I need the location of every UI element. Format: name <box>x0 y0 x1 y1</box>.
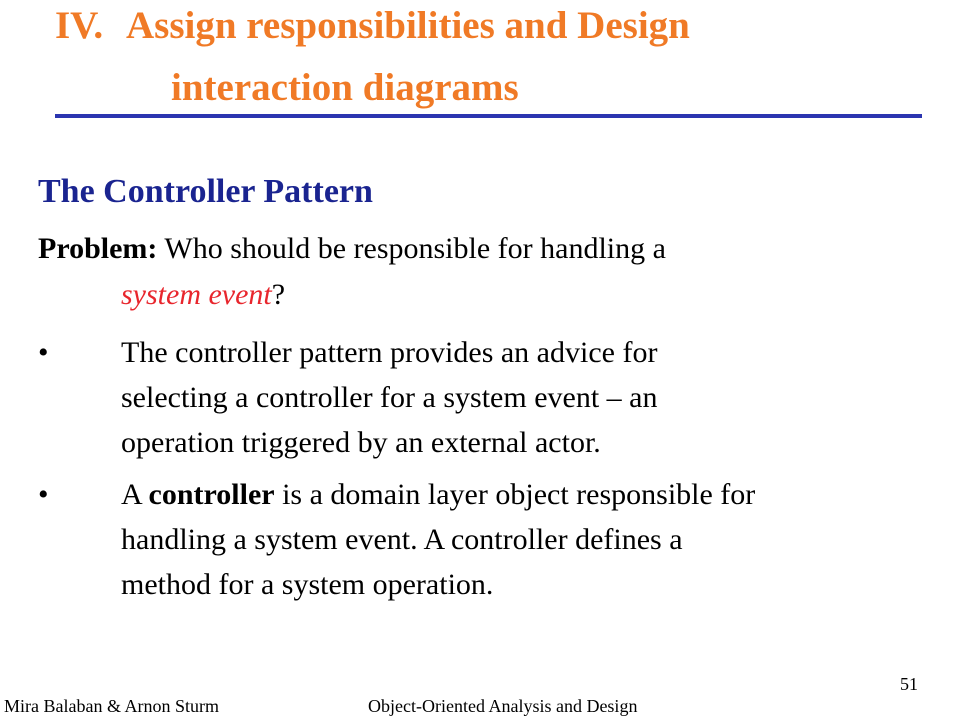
footer-course: Object-Oriented Analysis and Design <box>368 696 638 716</box>
title-divider <box>55 114 922 118</box>
page-number: 51 <box>900 674 918 694</box>
bullet-2-line-3: method for a system operation. <box>121 568 494 601</box>
problem-text: Who should be responsible for handling a <box>164 232 666 265</box>
bullet-2-rest: is a domain layer object responsible for <box>282 478 756 511</box>
bullet-1-line-1: The controller pattern provides an advice for <box>121 336 658 369</box>
bullet-2-line-2: handling a system event. A controller defines a <box>121 523 683 556</box>
system-event-emphasis: system event <box>121 278 272 311</box>
section-heading: The Controller Pattern <box>38 173 373 210</box>
title-line-2: interaction diagrams <box>171 66 519 109</box>
title-line-1: Assign responsibilities and Design <box>126 4 690 47</box>
bullet-2-lead: A <box>121 478 142 511</box>
bullet-1-marker: • <box>38 336 49 369</box>
bullet-2-line-1 <box>121 472 755 517</box>
problem-question-mark: ? <box>271 278 286 311</box>
problem-line-2 <box>121 272 285 317</box>
problem-label: Problem: <box>38 232 158 265</box>
footer-authors: Mira Balaban & Arnon Sturm <box>4 696 219 716</box>
bullet-1-line-3: operation triggered by an external actor. <box>121 426 601 459</box>
controller-bold: controller <box>148 478 275 511</box>
title-number: IV. <box>55 4 104 47</box>
bullet-1-line-2: selecting a controller for a system event – an <box>121 381 658 414</box>
bullet-2-marker: • <box>38 478 49 511</box>
problem-line-1 <box>38 226 666 271</box>
